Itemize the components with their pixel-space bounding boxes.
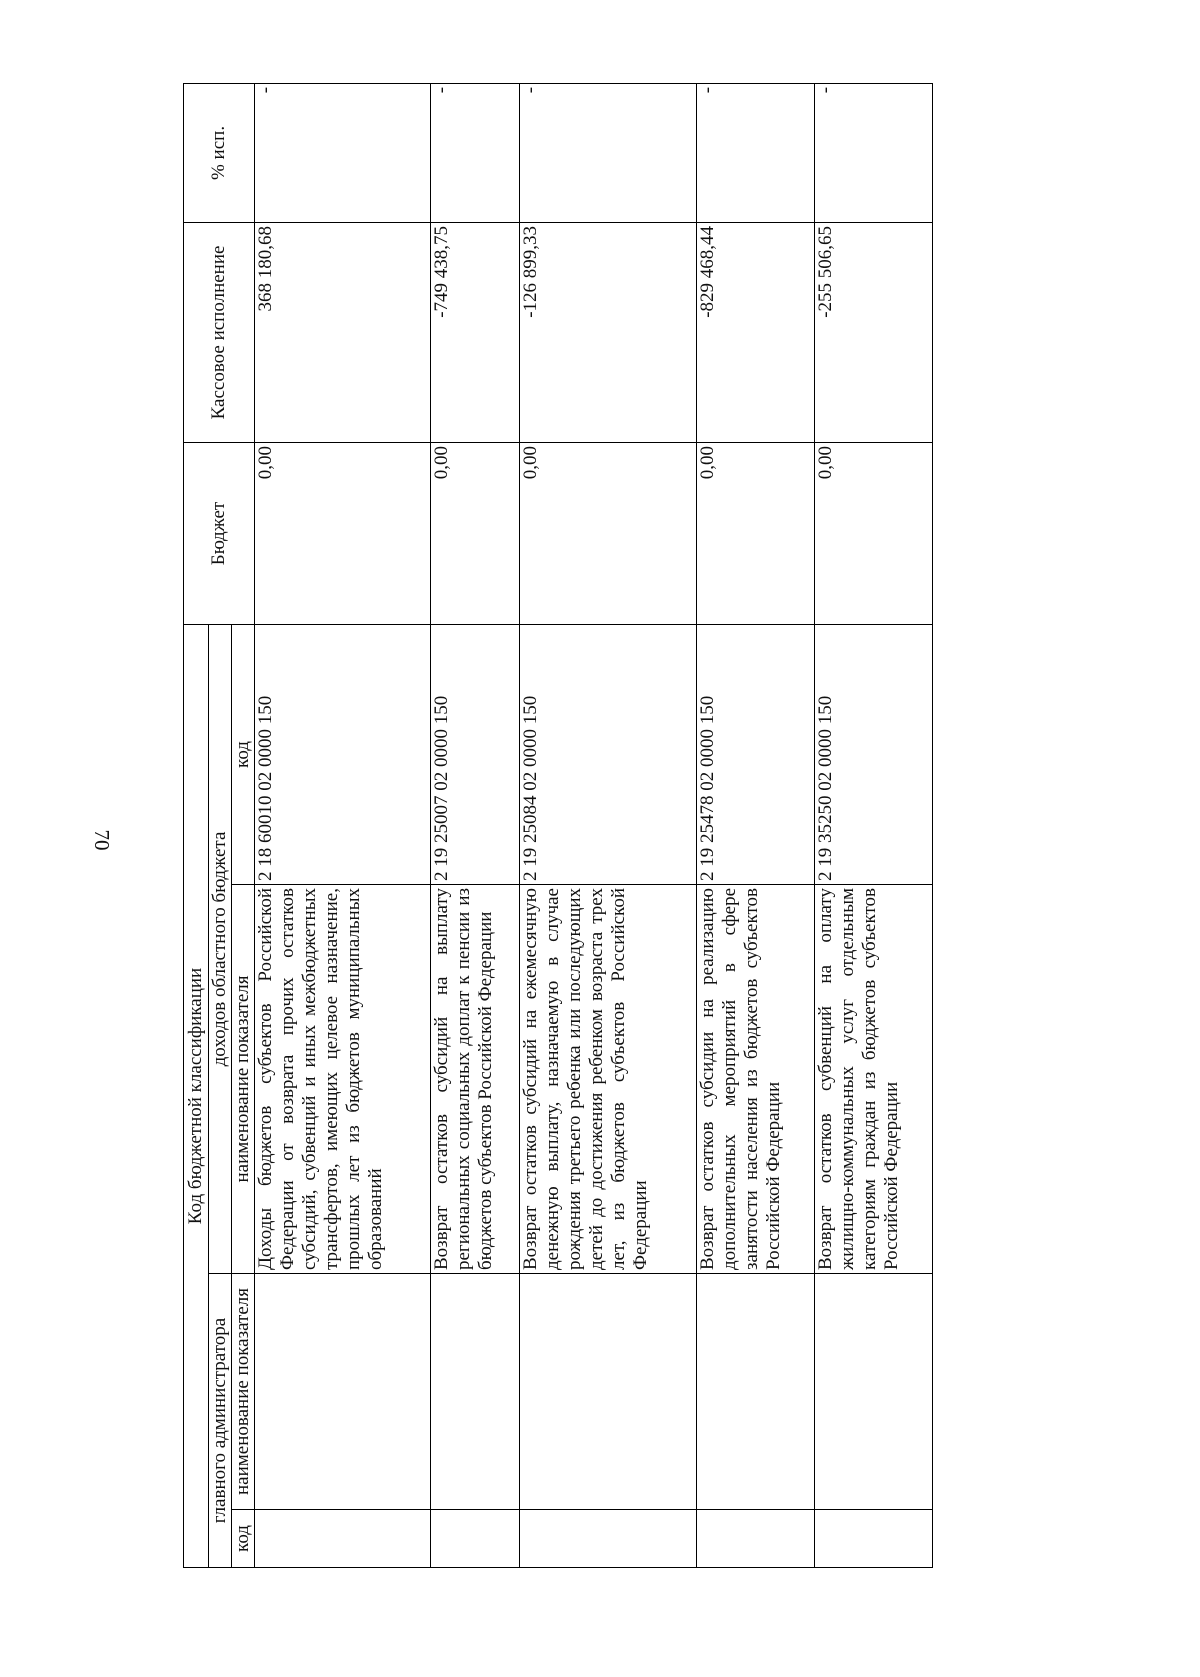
percent-cell: - — [696, 83, 814, 222]
cash-execution-cell: -749 438,75 — [431, 222, 520, 442]
indicator-name-cell: Возврат остатков субвенций на оплату жилищно-коммунальных услуг отдельным категориям граждан из бюджетов субъектов Российской Федерации — [814, 885, 932, 1274]
header-chief-administrator: главного администратора — [209, 1274, 232, 1568]
table-row — [520, 83, 696, 1567]
indicator-name-cell: Возврат остатков субсидии на реализацию дополнительных мероприятий в сфере занятости населения из бюджетов субъектов Российской Федерации — [696, 885, 814, 1274]
indicator-name-cell: Возврат остатков субсидий на выплату региональных социальных доплат к пенсии из бюджетов субъектов Российской Федерации — [431, 885, 520, 1274]
budget-cell: 0,00 — [255, 442, 431, 624]
admin-code-cell — [255, 1510, 431, 1568]
cash-execution-cell: -126 899,33 — [520, 222, 696, 442]
admin-code-cell — [696, 1510, 814, 1568]
header-admin-code: код — [232, 1510, 255, 1568]
cash-execution-cell: -255 506,65 — [814, 222, 932, 442]
table-body — [255, 83, 933, 1567]
budget-cell: 0,00 — [431, 442, 520, 624]
percent-cell: - — [255, 83, 431, 222]
admin-name-cell — [696, 1274, 814, 1510]
header-budget: Бюджет — [184, 442, 255, 624]
cash-execution-cell: -829 468,44 — [696, 222, 814, 442]
table-row — [696, 83, 814, 1567]
header-income-code: код — [232, 624, 255, 884]
rotated-table-container — [183, 84, 933, 1568]
income-code-cell: 2 19 25084 02 0000 150 — [520, 624, 696, 884]
table-row — [255, 83, 431, 1567]
header-classification: Код бюджетной классификации — [184, 624, 209, 1567]
table-row — [814, 83, 932, 1567]
cash-execution-cell: 368 180,68 — [255, 222, 431, 442]
admin-code-cell — [814, 1510, 932, 1568]
indicator-name-cell: Доходы бюджетов субъектов Российской Федерации от возврата прочих остатков субсидий, субвенций и иных межбюджетных трансфертов, имеющих целевое назначение, прошлых лет из бюджетов муниципальных образований — [255, 885, 431, 1274]
income-code-cell: 2 19 25007 02 0000 150 — [431, 624, 520, 884]
admin-name-cell — [814, 1274, 932, 1510]
budget-cell: 0,00 — [696, 442, 814, 624]
budget-cell: 0,00 — [814, 442, 932, 624]
header-admin-indicator-name: наименование показателя — [232, 1274, 255, 1510]
header-regional-income: доходов областного бюджета — [209, 624, 232, 1273]
income-code-cell: 2 19 35250 02 0000 150 — [814, 624, 932, 884]
indicator-name-cell: Возврат остатков субсидий на ежемесячную денежную выплату, назначаемую в случае рождения третьего ребенка или последующих детей до достижения ребенком возраста трех лет, из бюджетов субъектов Российской Федерации — [520, 885, 696, 1274]
admin-name-cell — [255, 1274, 431, 1510]
budget-table — [183, 83, 933, 1568]
header-cash-execution: Кассовое исполнение — [184, 222, 255, 442]
percent-cell: - — [814, 83, 932, 222]
header-percent: % исп. — [184, 83, 255, 222]
income-code-cell: 2 18 60010 02 0000 150 — [255, 624, 431, 884]
percent-cell: - — [431, 83, 520, 222]
income-code-cell: 2 19 25478 02 0000 150 — [696, 624, 814, 884]
header-income-indicator-name: наименование показателя — [232, 885, 255, 1274]
admin-code-cell — [520, 1510, 696, 1568]
percent-cell: - — [520, 83, 696, 222]
budget-cell: 0,00 — [520, 442, 696, 624]
table-header — [184, 83, 255, 1567]
table-row — [431, 83, 520, 1567]
admin-code-cell — [431, 1510, 520, 1568]
admin-name-cell — [520, 1274, 696, 1510]
page-number: 70 — [90, 829, 114, 851]
admin-name-cell — [431, 1274, 520, 1510]
